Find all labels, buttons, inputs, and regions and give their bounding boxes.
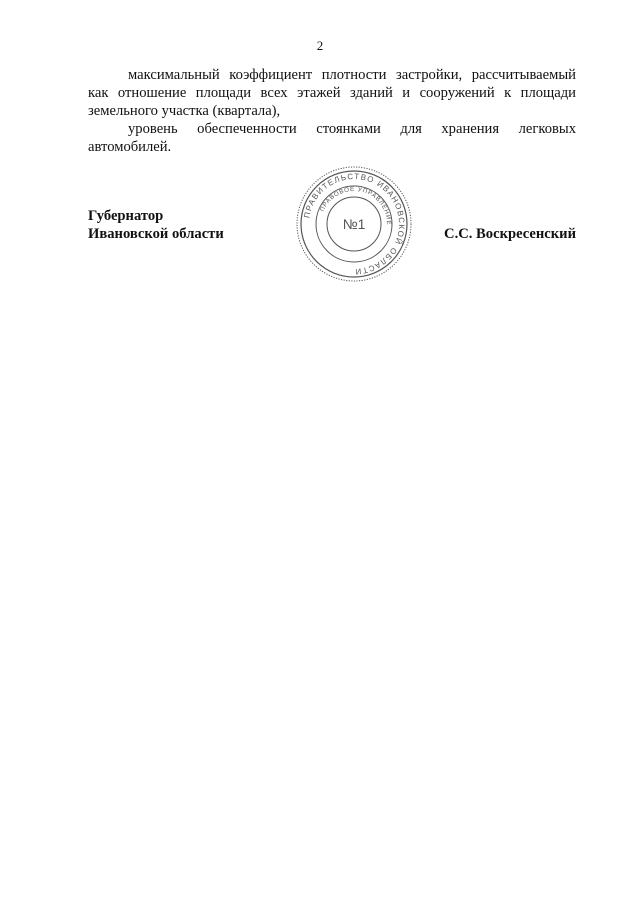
signatory-position (88, 207, 224, 243)
page-number: 2 (316, 38, 324, 53)
body-text (88, 66, 576, 156)
signatory-position-line2: Ивановской области (88, 226, 224, 242)
seal-number: №1 (342, 216, 366, 232)
paragraph-density: максимальный коэффициент плотности застройки, рассчитываемый как отношение площади всех этажей зданий и сооружений к площади земельного участка (квартала), (88, 67, 576, 119)
seal-inner-text: ПРАВОВОЕ УПРАВЛЕНИЕ (318, 185, 393, 226)
seal-ring-text: ПРАВИТЕЛЬСТВО ИВАНОВСКОЙ ОБЛАСТИ (302, 171, 407, 277)
signatory-name: С.С. Воскресенский (444, 226, 576, 242)
paragraph-parking: уровень обеспеченности стоянками для хранения легковых автомобилей. (88, 121, 576, 155)
official-seal-stamp (295, 165, 413, 283)
signatory-position-line1: Губернатор (88, 208, 164, 224)
